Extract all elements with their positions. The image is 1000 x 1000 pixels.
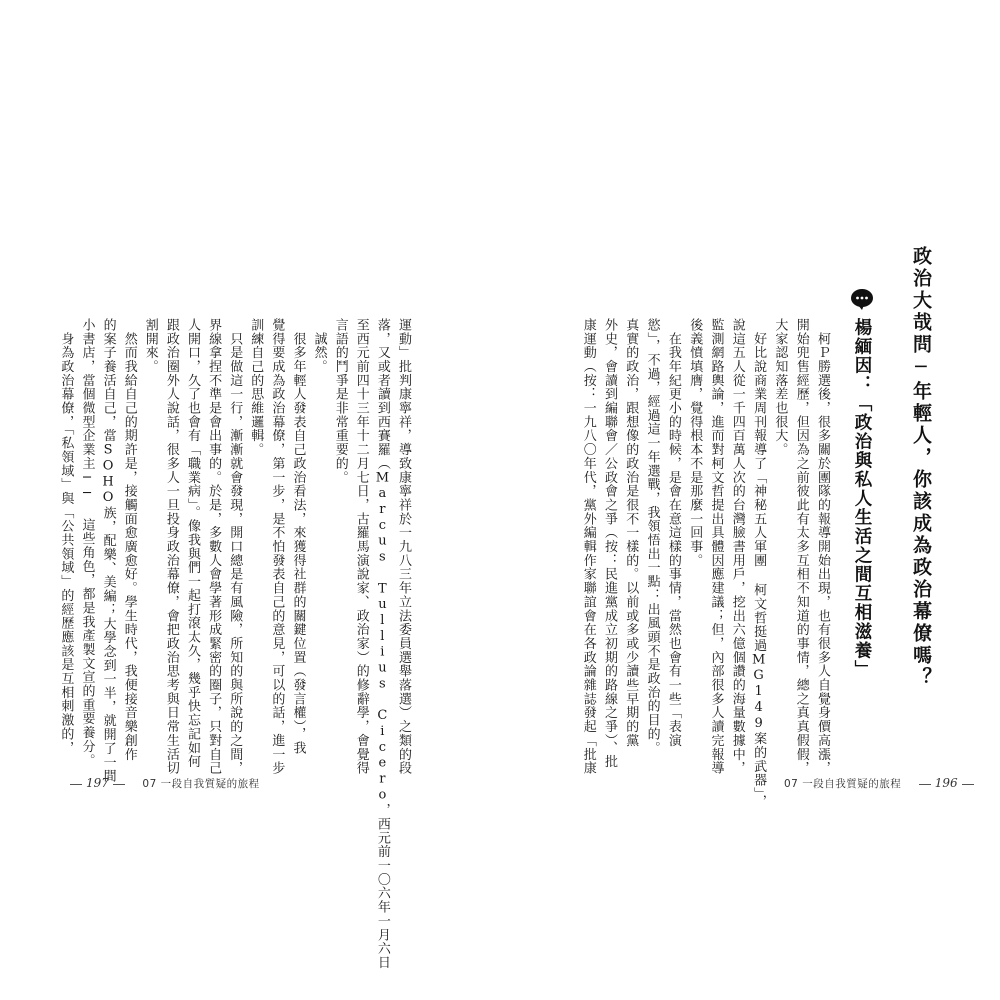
chapter-label: 07 一段自我質疑的旅程 [142, 778, 260, 790]
text-column: 大家認知落差也很大。 [772, 318, 788, 457]
text-column: 只是做這一行，漸漸就會發現，開口總是有風險，所知的與所說的之間， [227, 318, 243, 776]
text-column: 外史，會讀到編聯會／公政會之爭（按：民進黨成立初期的路線之爭）、批 [602, 318, 617, 769]
text-column: 的案子養活自己，當SOHO族，配樂、美編；大學念到一半，就開了一間 [100, 318, 116, 784]
text-column: 小書店，當個微型企業主── 這些角色，都是我產製文宣的重要養分。 [79, 318, 95, 768]
footer-dash [919, 784, 931, 785]
text-column: 柯Ｐ勝選後，很多關於團隊的報導開始出現，也有很多人自覺身價高漲， [815, 318, 830, 776]
text-column: 跟政治圈外人說話，很多人一旦投身政治幕僚，會把政治思考與日常生活切 [163, 318, 179, 776]
text-column: 真實的政治，跟想像的政治是很不一樣的。以前或多或少讀些早期的黨 [623, 318, 639, 748]
text-column: 開始兜售經歷，但因為之前彼此有太多互相不知道的事情，總之真真假假， [793, 318, 809, 776]
text-column: 割開來。 [142, 318, 158, 374]
page-number: 197 [86, 776, 109, 790]
interview-subtitle: 楊緬因：「政治與私人生活之間互相滋養」 [852, 318, 872, 679]
text-column: 很多年輕人發表自己政治看法，來獲得社群的關鍵位置（發言權），我 [290, 318, 306, 755]
text-column: 後義憤填膺，覺得根本不是那麼一回事。 [687, 318, 703, 568]
text-column: 訓練自己的思維邏輯。 [248, 318, 264, 457]
page-number: 196 [934, 776, 958, 790]
text-column: 身為政治幕僚，「私領域」與「公共領域」的經歷應該是互相刺激的， [58, 318, 74, 755]
text-column: 至西元前四十三年十二月七日，古羅馬演說家、政治家）的修辭學，會覺得 [353, 318, 369, 776]
right-page-footer [784, 776, 978, 791]
text-column: 好比說商業周刊報導了「神秘五人軍團 柯文哲挺過MG149案的武器」， [751, 318, 767, 809]
text-column: 說這五人從一千四百萬人次的台灣臉書用戶，挖出六億個讚的海量數據中， [729, 318, 745, 776]
text-column: 人開口，久了也會有「職業病」。像我與們一起打滾太久，幾乎快忘記如何 [185, 318, 200, 769]
chapter-label: 07 一段自我質疑的旅程 [784, 778, 902, 790]
footer-dash [962, 784, 974, 785]
text-column: 康運動（按：一九八〇年代，黨外編輯作家聯誼會在各政論雜誌發起「批康 [580, 318, 596, 776]
text-column: 誠然。 [311, 318, 327, 374]
footer-dash [113, 784, 125, 785]
speech-bubble-icon [850, 288, 874, 310]
footer-dash [70, 784, 82, 785]
text-column: 覺得要成為政治幕僚，第一步，是不怕發表自己的意見，可以的話，進一步 [269, 318, 285, 776]
left-page-footer [66, 776, 260, 791]
text-column: 言語的鬥爭是非常重要的。 [332, 318, 348, 485]
text-column: 監測網路輿論，進而對柯文哲提出具體因應建議；但，內部很多人讀完報導 [708, 318, 724, 776]
text-column: 慾」，不過，經過這一年選戰，我領悟出一點：出風頭不是政治的目的。 [644, 318, 660, 755]
chapter-title: 政治大哉問─年輕人，你該成為政治幕僚嗎？ [910, 246, 932, 689]
text-column: 然而我給自己的期許是，接觸面愈廣愈好。學生時代，我便接音樂創作 [121, 318, 137, 762]
text-column: 落，又或者讀到西賽羅（Marcus Tullius Cicero，西元前一〇六年一月六日 [374, 318, 390, 970]
text-column: 運動」批判康寧祥，導致康寧祥於一九八三年立法委員選舉落選）之類的段 [396, 318, 411, 776]
text-column: 界線拿捏不準是會出事的。於是，多數人會學著形成緊密的圈子，只對自己 [206, 318, 222, 776]
text-column: 在我年紀更小的時候，是會在意這樣的事情，當然也會有一些「表演 [665, 318, 681, 748]
